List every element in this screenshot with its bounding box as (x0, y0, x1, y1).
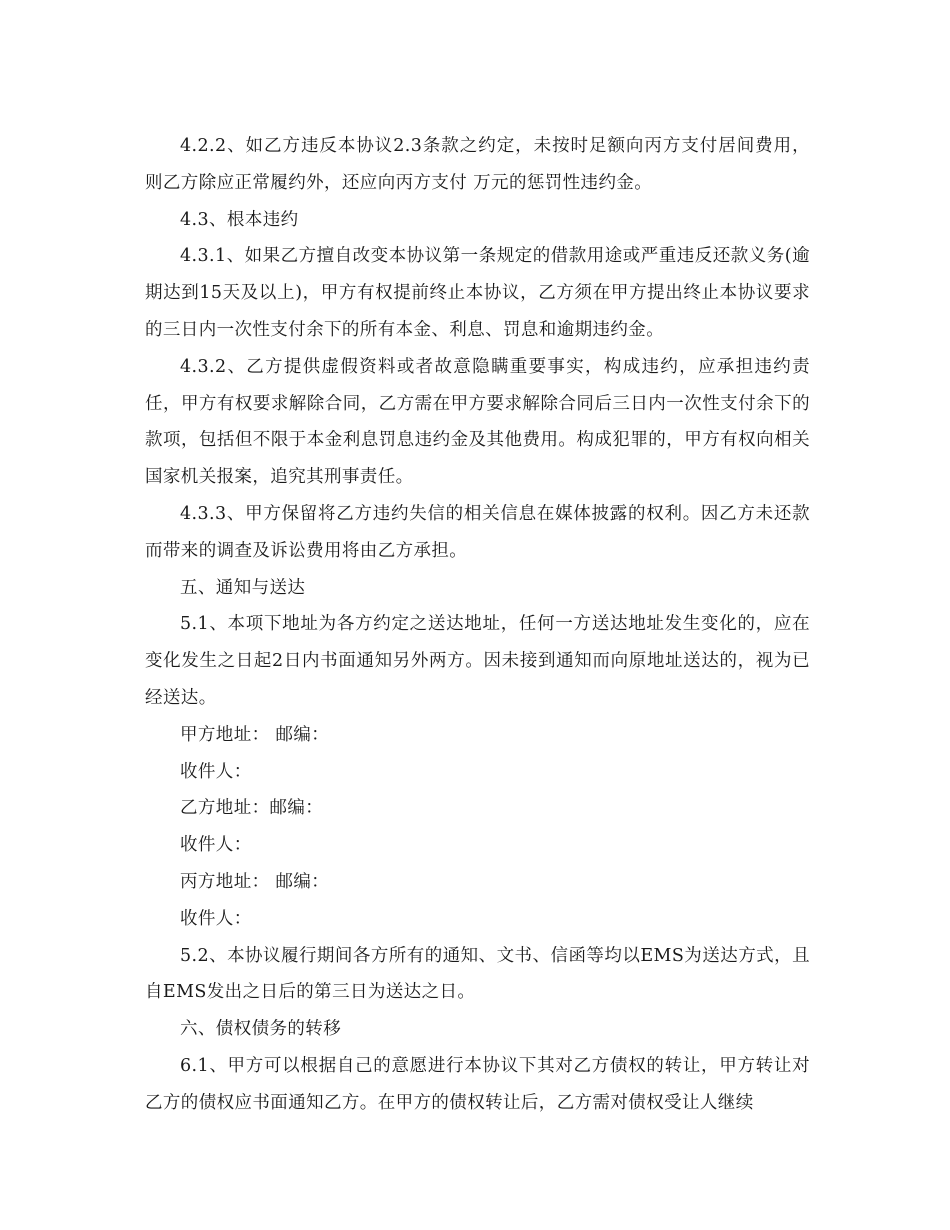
section-heading-6: 六、债权债务的转移 (180, 1019, 342, 1040)
clause-6-1: 6.1、甲方可以根据自己的意愿进行本协议下其对乙方债权的转让，甲方转让对乙方的债权应书面通知乙方。在甲方的债权转让后，乙方需对债权受让人继续 (145, 1055, 810, 1113)
clause-4-3-1: 4.3.1、如果乙方擅自改变本协议第一条规定的借款用途或严重违反还款义务(逾期达到15天及以上)，甲方有权提前终止本协议，乙方须在甲方提出终止本协议要求的三日内一次性支付余下的所有本金、利息、罚息和逾期违约金。 (145, 246, 810, 340)
clause-5-1: 5.1、本项下地址为各方约定之送达地址，任何一方送达地址发生变化的，应在变化发生之日起2日内书面通知另外两方。因未接到通知而向原地址送达的，视为已经送达。 (145, 614, 810, 708)
party-b-address: 乙方地址：邮编： (180, 798, 324, 819)
party-c-address: 丙方地址： 邮编： (180, 871, 330, 892)
party-c-recipient: 收件人： (180, 908, 252, 929)
clause-4-3-3: 4.3.3、甲方保留将乙方违约失信的相关信息在媒体披露的权利。因乙方未还款而带来的调查及诉讼费用将由乙方承担。 (145, 503, 810, 561)
document-body (145, 128, 810, 1122)
section-heading-5: 五、通知与送达 (180, 577, 306, 598)
heading-4-3: 4.3、根本违约 (180, 209, 299, 230)
party-a-address: 甲方地址： 邮编： (180, 724, 330, 745)
clause-4-2-2: 4.2.2、如乙方违反本协议2.3条款之约定，未按时足额向丙方支付居间费用，则乙方除应正常履约外，还应向丙方支付 万元的惩罚性违约金。 (145, 136, 810, 193)
party-b-recipient: 收件人： (180, 835, 252, 856)
clause-4-3-2: 4.3.2、乙方提供虚假资料或者故意隐瞒重要事实，构成违约，应承担违约责任，甲方有权要求解除合同，乙方需在甲方要求解除合同后三日内一次性支付余下的款项，包括但不限于本金利息罚息违约金及其他费用。构成犯罪的，甲方有权向相关国家机关报案，追究其刑事责任。 (145, 356, 810, 488)
party-a-recipient: 收件人： (180, 761, 252, 782)
clause-5-2: 5.2、本协议履行期间各方所有的通知、文书、信函等均以EMS为送达方式，且自EMS发出之日后的第三日为送达之日。 (145, 945, 810, 1003)
